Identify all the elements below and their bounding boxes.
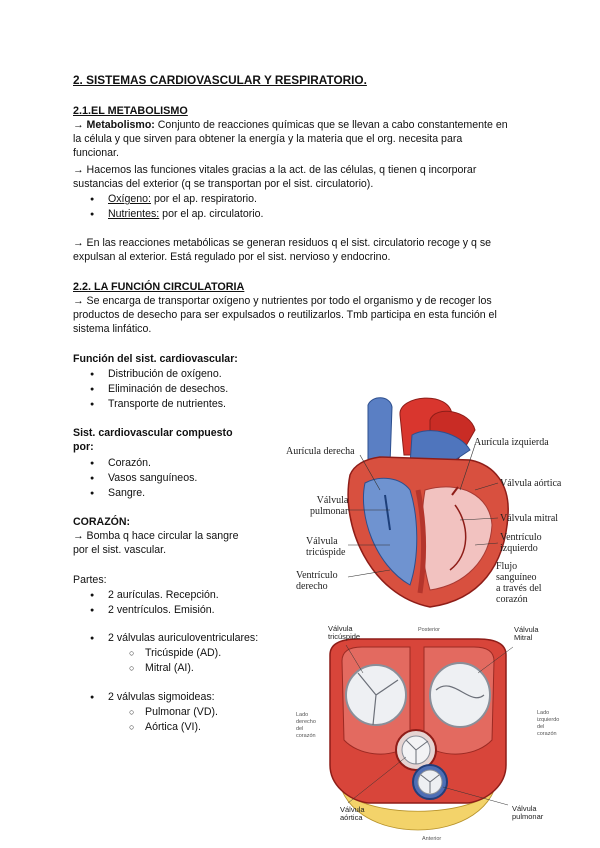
text-line: → Se encarga de transportar oxígeno y nutrientes por todo el organismo y de recoger los bbox=[73, 295, 492, 307]
label-line: izquierdo bbox=[500, 543, 538, 554]
label-line: corazón bbox=[537, 731, 557, 737]
label-valvula-mitral-2 bbox=[514, 626, 539, 642]
list-item: ● Transporte de nutrientes. bbox=[108, 397, 226, 411]
list-item-text: por el ap. circulatorio. bbox=[159, 208, 264, 220]
label-line: del bbox=[537, 724, 545, 730]
composition-heading: Sist. cardiovascular compuesto bbox=[73, 427, 233, 439]
definition-text: Conjunto de reacciones químicas que se llevan a cabo constantemente en bbox=[157, 119, 508, 131]
label-valvula-aortica: Válvula aórtica bbox=[500, 478, 562, 489]
label-line: aórtica bbox=[340, 813, 363, 822]
text-line: → En las reacciones metabólicas se generan residuos q el sist. circulatorio recoge y q se bbox=[73, 237, 492, 249]
label-line: pulmonar bbox=[512, 812, 544, 821]
label-valvula-pulmonar-2 bbox=[512, 805, 543, 821]
label-line: corazón bbox=[496, 594, 528, 605]
arrow: → bbox=[73, 119, 84, 131]
text-line: → Hacemos las funciones vitales gracias a la act. de las células, q tienen q incorporar bbox=[73, 164, 477, 176]
label-lado-izquierdo bbox=[537, 710, 559, 738]
label-line: Flujo bbox=[496, 561, 518, 572]
label-valvula-aortica-2 bbox=[340, 806, 365, 822]
text-line: la célula y que sirven para obtener la energía y la materia que el org. necesita para bbox=[73, 133, 463, 145]
label-auricula-derecha: Aurícula derecha bbox=[286, 446, 355, 457]
text-line: expulsan al exterior. Está regulado por el sist. nervioso y endocrino. bbox=[73, 251, 391, 263]
metabolismo-term: Metabolismo: bbox=[86, 119, 155, 131]
page-title: 2. SISTEMAS CARDIOVASCULAR Y RESPIRATORIO. bbox=[73, 73, 367, 87]
label-line: a través del bbox=[496, 583, 542, 594]
section-2-2-heading: 2.2. LA FUNCIÓN CIRCULATORIA bbox=[73, 281, 245, 293]
function-heading: Función del sist. cardiovascular: bbox=[73, 353, 238, 365]
list-item: ● 2 ventrículos. Emisión. bbox=[108, 603, 215, 617]
label-ventriculo-izquierdo bbox=[500, 532, 542, 554]
list-item: ● Eliminación de desechos. bbox=[108, 382, 228, 396]
label-line: Válvula bbox=[512, 804, 537, 813]
label-line: Ventrículo bbox=[500, 532, 542, 543]
label-lado-derecho bbox=[296, 712, 316, 740]
text-line: funcionar. bbox=[73, 147, 119, 159]
text-line: por el sist. vascular. bbox=[73, 544, 167, 556]
label-line: Válvula bbox=[328, 624, 353, 633]
list-item: ● 2 válvulas auriculoventriculares: bbox=[108, 631, 258, 645]
mitral-valve bbox=[430, 663, 490, 727]
parts-label: Partes: bbox=[73, 574, 107, 586]
label-posterior: Posterior bbox=[418, 627, 441, 633]
section-2-1-heading: 2.1.EL METABOLISMO bbox=[73, 105, 188, 117]
label-line: Ventrículo bbox=[296, 570, 338, 581]
text-line: → Bomba q hace circular la sangre bbox=[73, 530, 239, 542]
label-valvula-mitral: Válvula mitral bbox=[500, 513, 559, 524]
sub-list-item: ○ Tricúspide (AD). bbox=[145, 646, 221, 660]
label-line: sanguíneo bbox=[496, 572, 537, 583]
label-line: corazón bbox=[296, 733, 316, 739]
label-line: Válvula bbox=[340, 805, 365, 814]
composition-heading-cont: por: bbox=[73, 441, 94, 453]
label-line: tricúspide bbox=[328, 632, 361, 641]
label-line: Válvula bbox=[316, 495, 349, 506]
list-item bbox=[108, 207, 263, 221]
list-item bbox=[108, 192, 257, 206]
label-line: derecho bbox=[296, 581, 328, 592]
label-flujo-sanguineo bbox=[496, 561, 542, 605]
label-valvula-pulmonar bbox=[310, 495, 348, 517]
list-item: ● 2 válvulas sigmoideas: bbox=[108, 690, 215, 704]
label-ventriculo-derecho bbox=[296, 570, 338, 592]
label-line: derecho bbox=[296, 719, 316, 725]
sub-list-item: ○ Mitral (AI). bbox=[145, 661, 194, 675]
text-line: productos de desecho para ser expulsados o reutilizarlos. Tmb participa en esta función el bbox=[73, 309, 497, 321]
label-line: Válvula bbox=[306, 536, 338, 547]
metabolismo-definition bbox=[73, 118, 508, 132]
text-line: sustancias del exterior (q se transportan por el sist. circulatorio). bbox=[73, 178, 374, 190]
label-line: tricúspide bbox=[306, 547, 346, 558]
right-chambers bbox=[363, 478, 416, 585]
text-line: sistema linfático. bbox=[73, 323, 152, 335]
label-line: izquierdo bbox=[537, 717, 560, 723]
label-anterior: Anterior bbox=[422, 836, 442, 842]
list-item: ● 2 aurículas. Recepción. bbox=[108, 588, 219, 602]
heart-heading: CORAZÓN: bbox=[73, 516, 131, 528]
nutrientes-term: Nutrientes: bbox=[108, 208, 160, 220]
sub-list-item: ○ Aórtica (VI). bbox=[145, 720, 201, 734]
sub-list-item: ○ Pulmonar (VD). bbox=[145, 705, 218, 719]
label-line: Mitral bbox=[514, 633, 533, 642]
label-auricula-izquierda: Aurícula izquierda bbox=[474, 437, 549, 448]
list-item: ● Vasos sanguíneos. bbox=[108, 471, 197, 485]
label-line: del bbox=[296, 726, 304, 732]
label-line: pulmonar bbox=[310, 506, 349, 517]
list-item: ● Sangre. bbox=[108, 486, 145, 500]
superior-vena-cava bbox=[368, 398, 392, 465]
list-item: ● Corazón. bbox=[108, 456, 151, 470]
label-line: Lado bbox=[537, 710, 550, 716]
list-item: ● Distribución de oxígeno. bbox=[108, 367, 222, 381]
label-valvula-tricuspide-2 bbox=[328, 625, 360, 641]
label-line: Lado bbox=[296, 712, 309, 718]
label-line: Válvula bbox=[514, 625, 539, 634]
label-valvula-tricuspide bbox=[306, 536, 345, 558]
oxigeno-term: Oxígeno: bbox=[108, 193, 151, 205]
list-item-text: por el ap. respiratorio. bbox=[151, 193, 257, 205]
